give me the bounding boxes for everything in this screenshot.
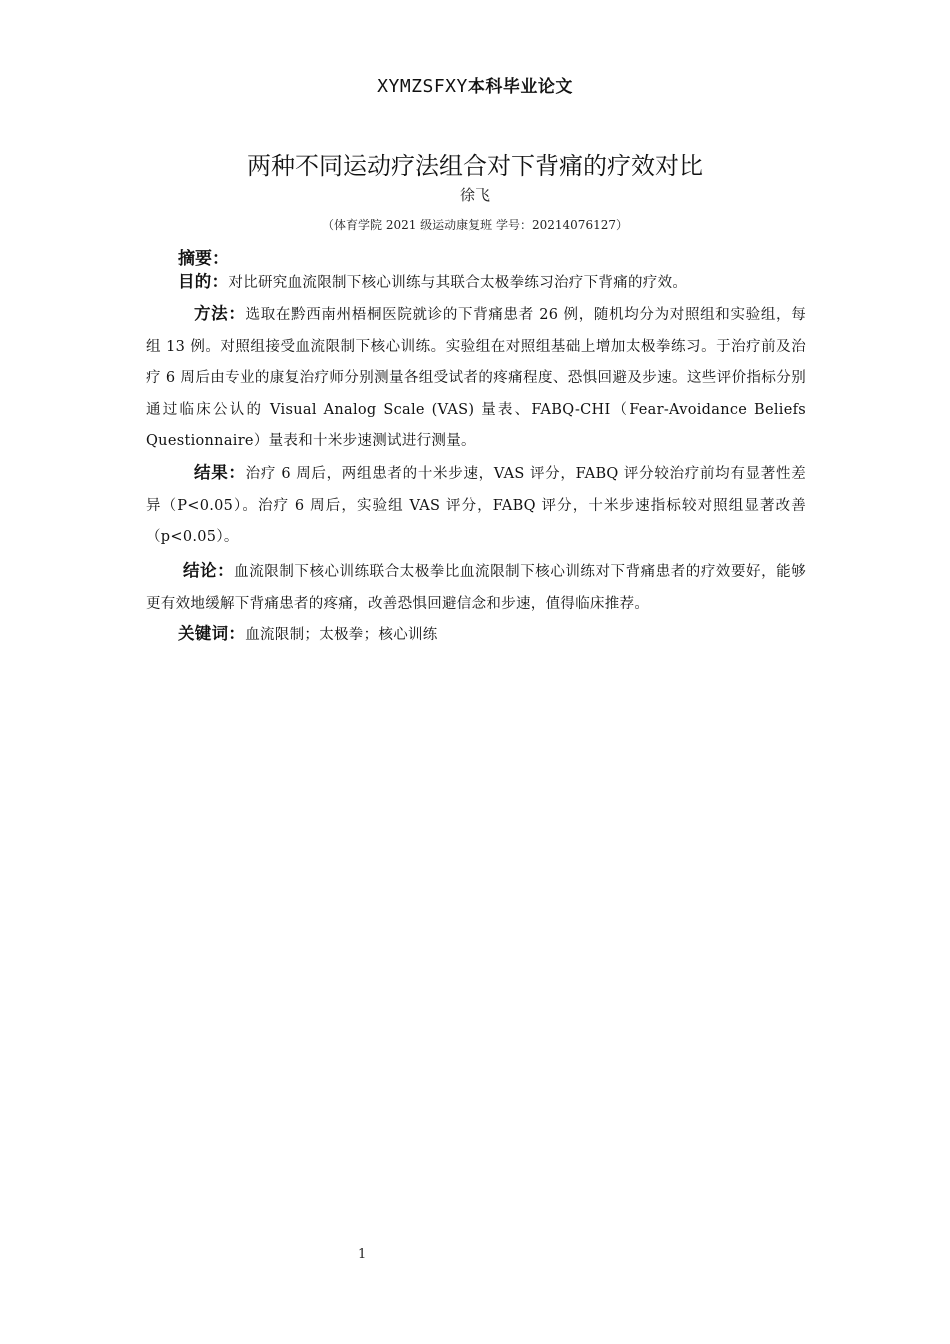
page-header	[0, 72, 950, 97]
page-number: 1	[358, 1247, 367, 1262]
purpose-text: 对比研究血流限制下核心训练与其联合太极拳练习治疗下背痛的疗效。	[228, 275, 688, 291]
conclusion-text: 血流限制下核心训练联合太极拳比血流限制下核心训练对下背痛患者的疗效要好，能够更有效地缓解下背痛患者的疼痛，改善恐惧回避信念和步速，值得临床推荐。	[146, 564, 806, 612]
abstract-heading: 摘要：	[178, 249, 229, 269]
method-text: 选取在黔西南州梧桐医院就诊的下背痛患者 26 例，随机均分为对照组和实验组，每组 13 例。对照组接受血流限制下核心训练。实验组在对照组基础上增加太极拳练习。于治疗前及治疗 6 周后由专业的康复治疗师分别测量各组受试者的疼痛程度、恐惧回避及步速。这些评价指标分别通过临床公认的 Visual Analog Scale (VAS) 量表、FABQ-CHI（Fear-Avoidance Beliefs Questionnaire）量表和十米步速测试进行测量。	[146, 307, 806, 449]
header-label: 本科毕业论文	[467, 77, 573, 97]
author-name: 徐飞	[459, 186, 490, 204]
keywords-text: 血流限制；太极拳；核心训练	[245, 627, 438, 643]
abstract-conclusion	[146, 555, 806, 620]
purpose-label: 目的：	[178, 272, 229, 291]
conclusion-label: 结论：	[183, 561, 235, 580]
method-label: 方法：	[194, 304, 246, 323]
header-code: XYMZSFXY	[377, 76, 468, 97]
abstract-result	[146, 457, 806, 554]
abstract-keywords	[146, 618, 806, 652]
keywords-label: 关键词：	[178, 624, 246, 643]
abstract-method	[146, 298, 806, 458]
author-affiliation: （体育学院 2021 级运动康复班 学号：20214076127）	[322, 218, 628, 232]
result-text: 治疗 6 周后，两组患者的十米步速，VAS 评分，FABQ 评分较治疗前均有显著性差异（P<0.05）。治疗 6 周后，实验组 VAS 评分，FABQ 评分，十米步速指标较对照组显著改善（p<0.05）。	[146, 466, 806, 545]
result-label: 结果：	[194, 463, 246, 482]
abstract-purpose	[146, 266, 806, 300]
paper-title: 两种不同运动疗法组合对下背痛的疗效对比	[247, 152, 703, 180]
